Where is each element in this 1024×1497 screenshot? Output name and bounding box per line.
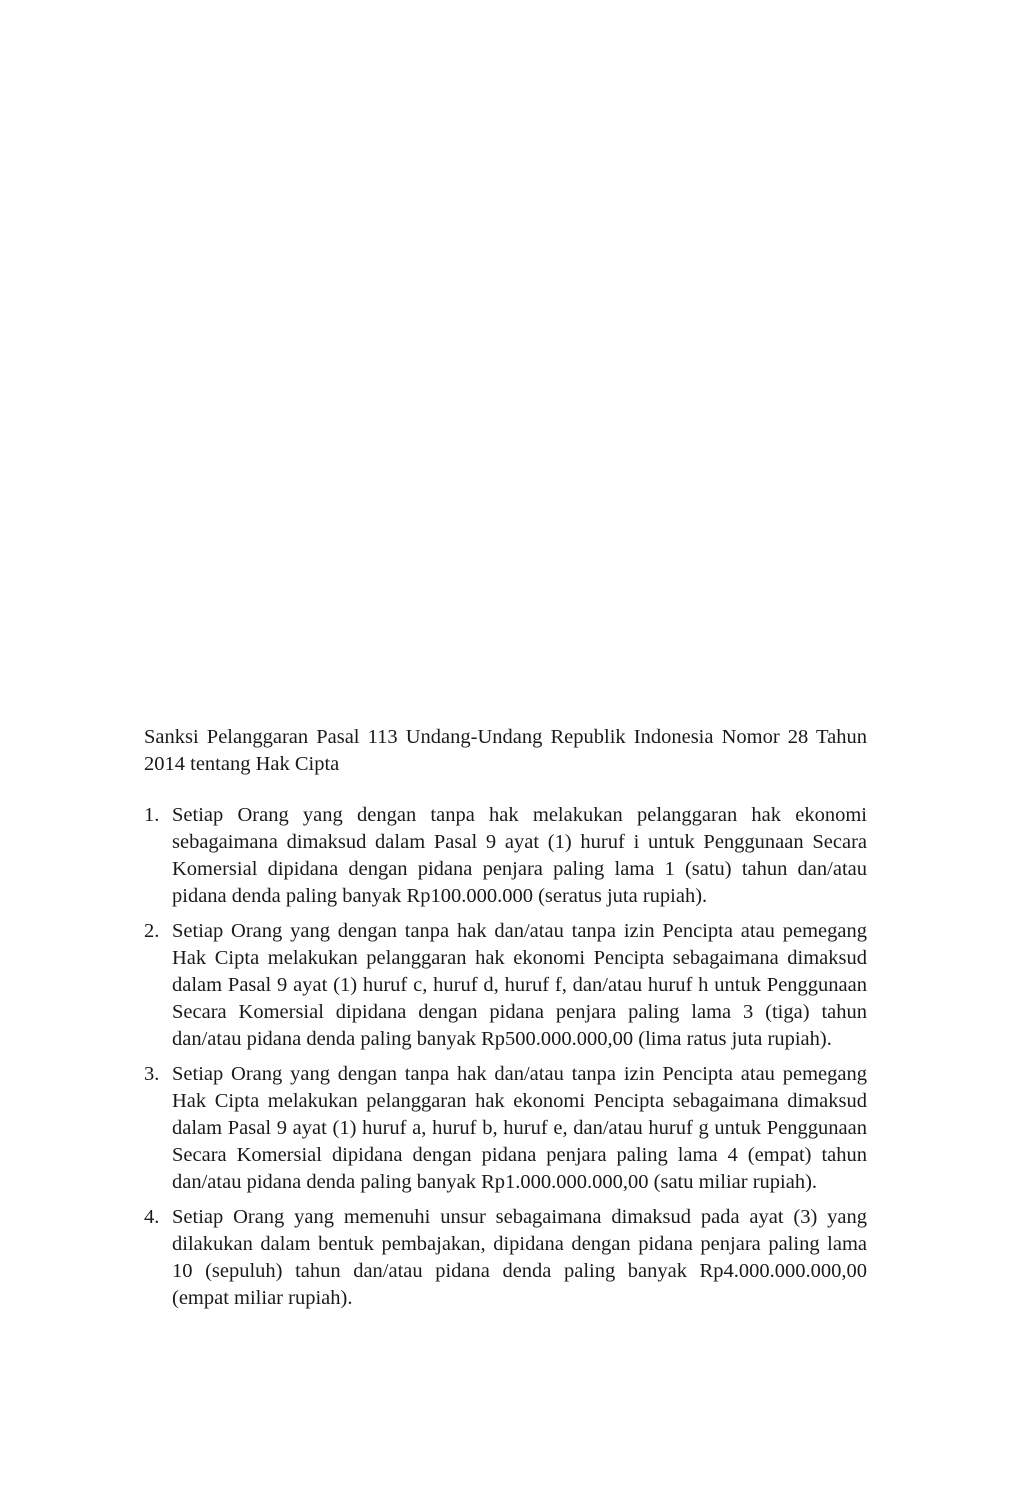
item-number: 4. xyxy=(144,1206,160,1228)
list-item xyxy=(144,918,867,1053)
item-number: 2. xyxy=(144,920,160,942)
list-item xyxy=(144,1061,867,1196)
item-text: Setiap Orang yang dengan tanpa hak dan/atau tanpa izin Pencipta atau pemegang Hak Cipta melakukan pelanggaran hak ekonomi Pencipta sebagaimana dimaksud dalam Pasal 9 ayat (1) huruf a, huruf b, huruf e, dan/atau huruf g untuk Penggunaan Secara Komersial dipidana dengan pidana penjara paling lama 4 (empat) tahun dan/atau pidana denda paling banyak Rp1.000.000.000,00 (satu miliar rupiah). xyxy=(172,1063,867,1193)
item-text: Setiap Orang yang dengan tanpa hak melakukan pelanggaran hak ekonomi sebagaimana dimaksud dalam Pasal 9 ayat (1) huruf i untuk Penggunaan Secara Komersial dipidana dengan pidana penjara paling lama 1 (satu) tahun dan/atau pidana denda paling banyak Rp100.000.000 (seratus juta rupiah). xyxy=(172,804,867,907)
sanction-list xyxy=(144,802,867,1312)
intro-paragraph: Sanksi Pelanggaran Pasal 113 Undang-Undang Republik Indonesia Nomor 28 Tahun 2014 tentang Hak Cipta xyxy=(144,726,867,775)
document-content xyxy=(144,724,867,1320)
list-item xyxy=(144,802,867,910)
item-number: 1. xyxy=(144,804,160,826)
list-item xyxy=(144,1204,867,1312)
item-number: 3. xyxy=(144,1063,160,1085)
item-text: Setiap Orang yang dengan tanpa hak dan/atau tanpa izin Pencipta atau pemegang Hak Cipta melakukan pelanggaran hak ekonomi Pencipta sebagaimana dimaksud dalam Pasal 9 ayat (1) huruf c, huruf d, huruf f, dan/atau huruf h untuk Penggunaan Secara Komersial dipidana dengan pidana penjara paling lama 3 (tiga) tahun dan/atau pidana denda paling banyak Rp500.000.000,00 (lima ratus juta rupiah). xyxy=(172,920,867,1050)
item-text: Setiap Orang yang memenuhi unsur sebagaimana dimaksud pada ayat (3) yang dilakukan dalam bentuk pembajakan, dipidana dengan pidana penjara paling lama 10 (sepuluh) tahun dan/atau pidana denda paling banyak Rp4.000.000.000,00 (empat miliar rupiah). xyxy=(172,1206,867,1309)
